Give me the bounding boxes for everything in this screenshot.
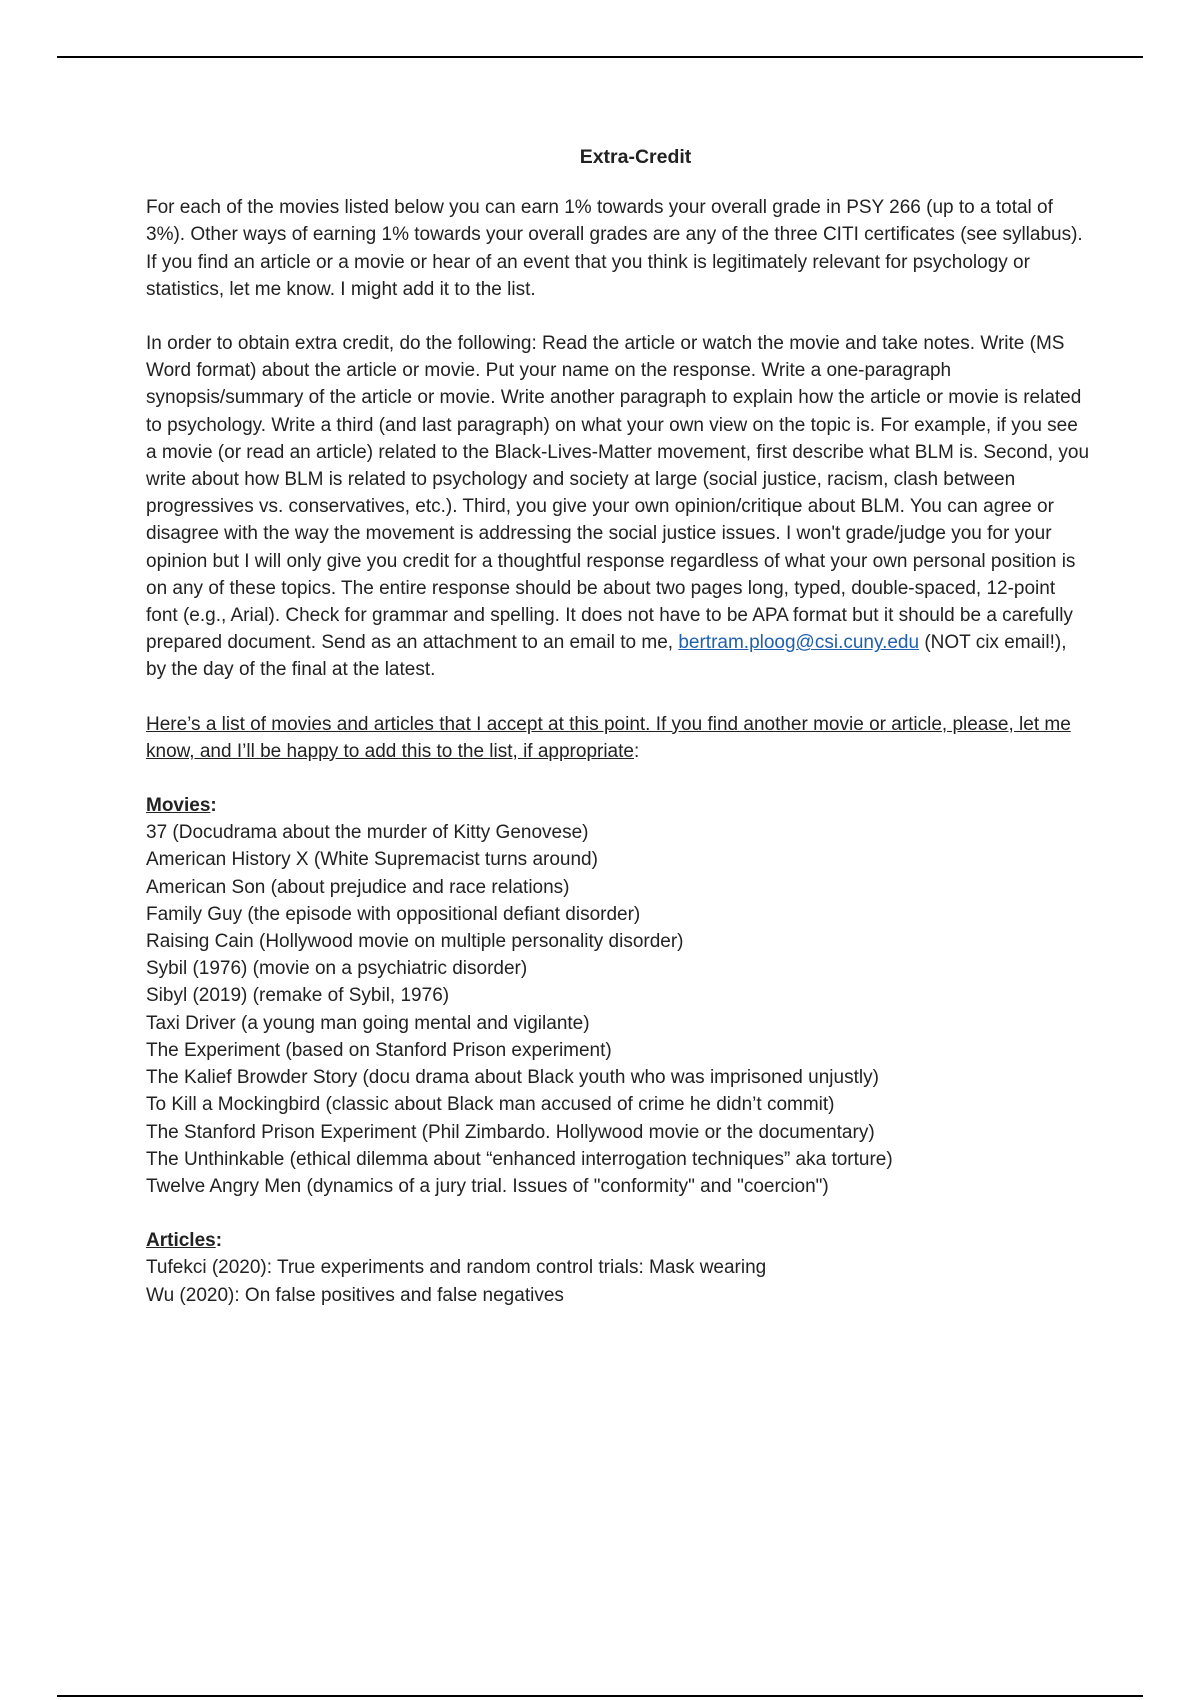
article-item: Tufekci (2020): True experiments and random control trials: Mask wearing — [146, 1257, 767, 1279]
movie-item: The Stanford Prison Experiment (Phil Zimbardo. Hollywood movie or the documentary) — [146, 1121, 875, 1143]
movie-item: The Experiment (based on Stanford Prison experiment) — [146, 1039, 612, 1061]
list-intro-text: Here’s a list of movies and articles that I accept at this point. If you find another movie or article, please, let me know, and I’ll be happy to add this to the list, if appropriate — [146, 713, 1071, 762]
list-intro-paragraph — [146, 711, 1091, 765]
document-body — [146, 144, 1091, 1336]
articles-heading-colon: : — [215, 1230, 223, 1252]
movie-item: Twelve Angry Men (dynamics of a jury trial. Issues of "conformity" and "coercion") — [146, 1175, 829, 1197]
movie-item: Family Guy (the episode with oppositional defiant disorder) — [146, 903, 641, 925]
movies-heading — [146, 792, 1091, 819]
articles-heading-label: Articles — [146, 1230, 216, 1252]
movie-item: Taxi Driver (a young man going mental and vigilante) — [146, 1012, 590, 1034]
article-item: Wu (2020): On false positives and false negatives — [146, 1284, 564, 1306]
movie-item: To Kill a Mockingbird (classic about Black man accused of crime he didn’t commit) — [146, 1094, 835, 1116]
instructions-text-end: (NOT cix email!), by the day of the final at the latest. — [146, 632, 1067, 681]
movies-list — [146, 819, 1091, 1200]
movie-item: Raising Cain (Hollywood movie on multiple personality disorder) — [146, 931, 684, 953]
movie-item: 37 (Docudrama about the murder of Kitty Genovese) — [146, 822, 589, 844]
header-rule — [57, 56, 1143, 58]
movie-item: The Kalief Browder Story (docu drama about Black youth who was imprisoned unjustly) — [146, 1067, 879, 1089]
instructions-text: In order to obtain extra credit, do the following: Read the article or watch the movie and take notes. Write (MS Word format) about the article or movie. Put your name on the response. Write a one-paragraph synopsis/summary of the article or movie. Write another paragraph to explain how the article or movie is related to psychology. Write a third (and last paragraph) on what your own view on the topic is. For example, if you see a movie (or read an article) related to the Black-Lives-Matter movement, first describe what BLM is. Second, you write about how BLM is related to psychology and society at large (social justice, racism, clash between progressives vs. conservatives, etc.). Third, you give your own opinion/critique about BLM. You can agree or disagree with the way the movement is addressing the social justice issues. I won't grade/judge you for your opinion but I will only give you credit for a thoughtful response regardless of what your own personal position is on any of these topics. The entire response should be about two pages long, typed, double-spaced, 12-point font (e.g., Arial). Check for grammar and spelling. It does not have to be APA format but it should be a carefully prepared document. Send as an attachment to an email to me, — [146, 333, 1090, 654]
movies-heading-label: Movies — [146, 795, 211, 817]
articles-list — [146, 1254, 1091, 1308]
intro-paragraph: For each of the movies listed below you can earn 1% towards your overall grade in PSY 266 (up to a total of 3%). Other ways of earning 1% towards your overall grades are any of the three CITI certificates (see syllabus). If you find an article or a movie or hear of an event that you think is legitimately relevant for psychology or statistics, let me know. I might add it to the list. — [146, 197, 1083, 300]
movie-item: American Son (about prejudice and race relations) — [146, 876, 570, 898]
document-title: Extra-Credit — [579, 146, 692, 168]
email-link[interactable]: bertram.ploog@csi.cuny.edu — [678, 632, 920, 654]
articles-heading — [146, 1227, 1091, 1254]
instructions-paragraph — [146, 330, 1091, 684]
list-intro-colon: : — [633, 740, 640, 762]
movie-item: American History X (White Supremacist turns around) — [146, 849, 598, 871]
footer-rule — [57, 1695, 1143, 1697]
movie-item: The Unthinkable (ethical dilemma about “enhanced interrogation techniques” aka torture) — [146, 1148, 893, 1170]
movie-item: Sybil (1976) (movie on a psychiatric disorder) — [146, 958, 528, 980]
movie-item: Sibyl (2019) (remake of Sybil, 1976) — [146, 985, 450, 1007]
movies-heading-colon: : — [210, 795, 217, 817]
